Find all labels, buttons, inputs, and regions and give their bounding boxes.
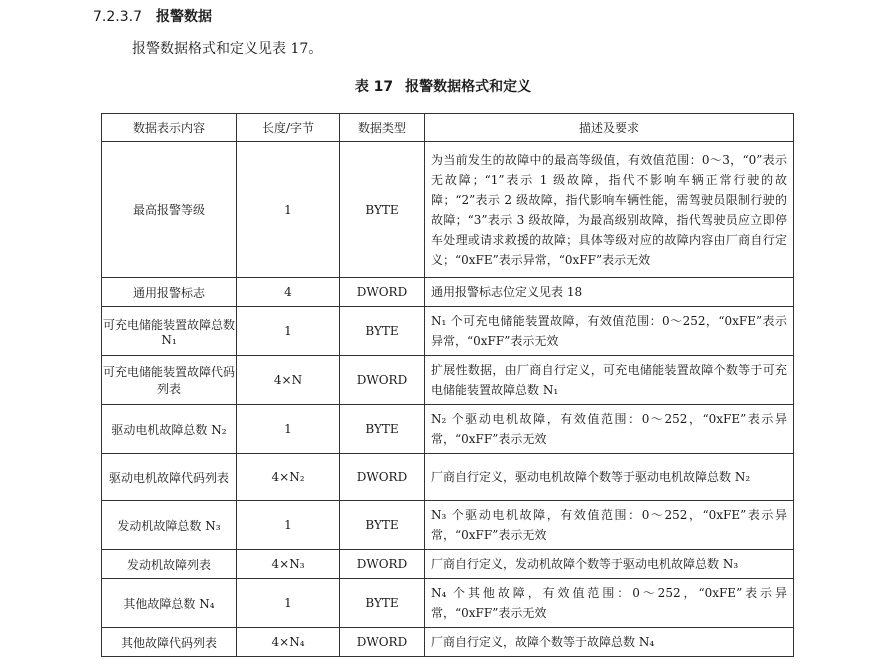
cell-description: 扩展性数据，由厂商自行定义，可充电储能装置故障个数等于可充电储能装置故障总数 N₁ (425, 356, 794, 405)
cell-length: 1 (237, 142, 340, 278)
intro-paragraph: 报警数据格式和定义见表 17。 (132, 41, 323, 57)
cell-description: N₁ 个可充电储能装置故障，有效值范围：0～252，“0xFE”表示异常，“0xFF”表示无效 (425, 307, 794, 356)
table-header-row (102, 114, 794, 142)
cell-length: 4×N₃ (237, 550, 340, 579)
section-title: 报警数据 (155, 9, 212, 25)
section-heading (93, 6, 212, 26)
cell-name: 驱动电机故障代码列表 (102, 454, 237, 501)
cell-length: 1 (237, 307, 340, 356)
table-row (102, 356, 794, 405)
header-length: 长度/字节 (237, 114, 340, 142)
table-caption (0, 76, 886, 96)
cell-type: DWORD (340, 628, 425, 657)
cell-description: 厂商自行定义，发动机故障个数等于驱动电机故障总数 N₃ (425, 550, 794, 579)
cell-description: N₄ 个其他故障，有效值范围：0～252，“0xFE”表示异常，“0xFF”表示无效 (425, 579, 794, 628)
table-row (102, 501, 794, 550)
alarm-data-table (101, 113, 794, 657)
cell-name: 最高报警等级 (102, 142, 237, 278)
cell-length: 4×N (237, 356, 340, 405)
cell-type: DWORD (340, 550, 425, 579)
cell-description: 厂商自行定义，驱动电机故障个数等于驱动电机故障总数 N₂ (425, 454, 794, 501)
cell-name: 通用报警标志 (102, 278, 237, 307)
header-content: 数据表示内容 (102, 114, 237, 142)
cell-name: 驱动电机故障总数 N₂ (102, 405, 237, 454)
cell-name: 其他故障代码列表 (102, 628, 237, 657)
cell-description: 为当前发生的故障中的最高等级值，有效值范围：0～3，“0”表示无故障；“1”表示 1 级故障，指代不影响车辆正常行驶的故障；“2”表示 2 级故障，指代影响车辆性能，需驾驶员限制行驶的故障；“3”表示 3 级故障，为最高级别故障，指代驾驶员应立即停车处理或请求救援的故障；具体等级对应的故障内容由厂商自行定义；“0xFE”表示异常，“0xFF”表示无效 (425, 142, 794, 278)
table-row (102, 579, 794, 628)
table-row (102, 307, 794, 356)
cell-type: DWORD (340, 356, 425, 405)
cell-name: 发动机故障总数 N₃ (102, 501, 237, 550)
cell-length: 1 (237, 579, 340, 628)
cell-type: BYTE (340, 142, 425, 278)
cell-name: 发动机故障列表 (102, 550, 237, 579)
table-row (102, 142, 794, 278)
header-description: 描述及要求 (425, 114, 794, 142)
cell-length: 1 (237, 501, 340, 550)
table-row (102, 550, 794, 579)
table-caption-title: 报警数据格式和定义 (405, 79, 532, 95)
section-number: 7.2.3.7 (93, 9, 142, 25)
header-type: 数据类型 (340, 114, 425, 142)
cell-description: 通用报警标志位定义见表 18 (425, 278, 794, 307)
table-row (102, 405, 794, 454)
cell-name: 其他故障总数 N₄ (102, 579, 237, 628)
cell-type: BYTE (340, 405, 425, 454)
table-row (102, 454, 794, 501)
cell-description: N₂ 个驱动电机故障，有效值范围：0～252，“0xFE”表示异常，“0xFF”表示无效 (425, 405, 794, 454)
cell-type: DWORD (340, 278, 425, 307)
cell-name: 可充电储能装置故障总数 N₁ (102, 307, 237, 356)
cell-description: N₃ 个驱动电机故障，有效值范围：0～252，“0xFE”表示异常，“0xFF”表示无效 (425, 501, 794, 550)
table-row (102, 628, 794, 657)
cell-description: 厂商自行定义，故障个数等于故障总数 N₄ (425, 628, 794, 657)
cell-type: BYTE (340, 579, 425, 628)
cell-length: 4 (237, 278, 340, 307)
cell-length: 4×N₂ (237, 454, 340, 501)
table-row (102, 278, 794, 307)
cell-length: 1 (237, 405, 340, 454)
cell-type: DWORD (340, 454, 425, 501)
table-caption-label: 表 17 (354, 79, 394, 95)
cell-type: BYTE (340, 307, 425, 356)
cell-type: BYTE (340, 501, 425, 550)
cell-name: 可充电储能装置故障代码列表 (102, 356, 237, 405)
cell-length: 4×N₄ (237, 628, 340, 657)
